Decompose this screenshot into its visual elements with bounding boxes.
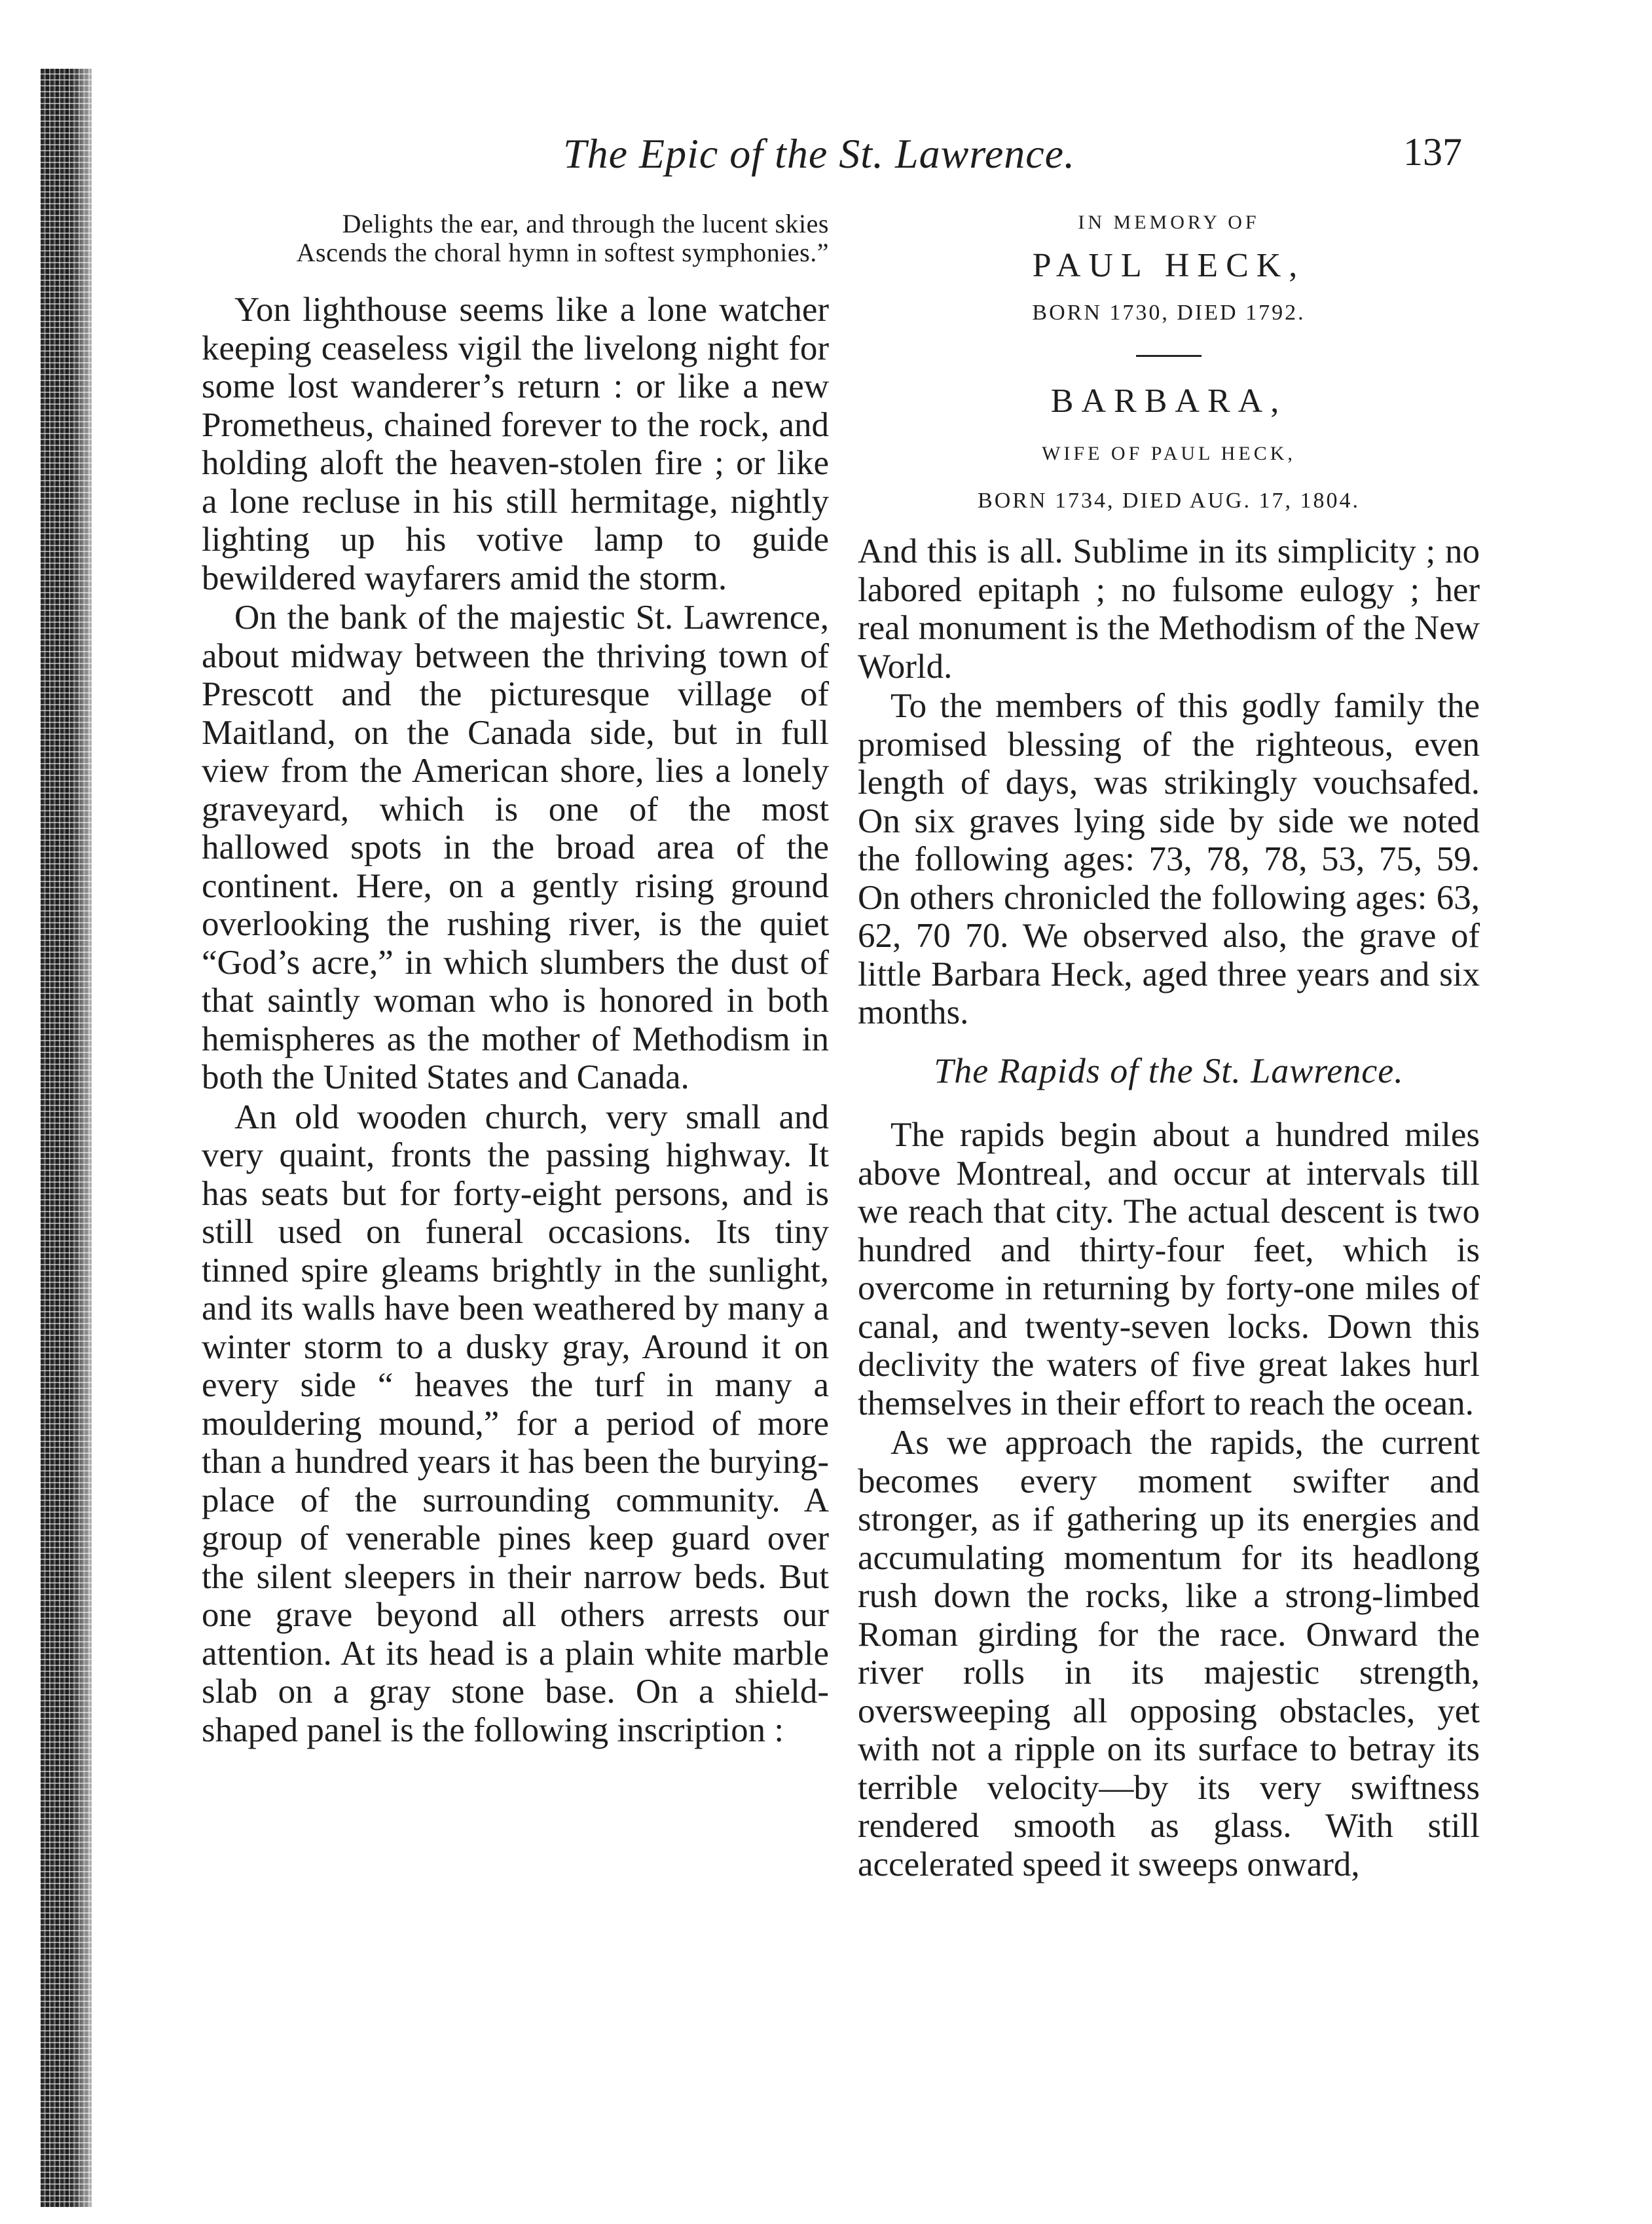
right-column <box>858 210 1480 1883</box>
page-number: 137 <box>1403 130 1462 174</box>
epitaph-wife-of: WIFE OF PAUL HECK, <box>1042 443 1296 464</box>
section-subheading: The Rapids of the St. Lawrence. <box>934 1050 1404 1090</box>
paragraph: To the members of this godly family the promised blessing of the righteous, even length of days, was strikingly vouchsafed. On six graves lying side by side we noted the following ages: 73, 78, 78, 53, 75, 59. On others chronicled the following ages: 63, 62, 70 70. We observed also, the grave of little Barbara Heck, aged three years and six months. <box>858 687 1480 1031</box>
left-column <box>202 210 829 1749</box>
verse-quote <box>202 210 829 267</box>
paragraph: An old wooden church, very small and very quaint, fronts the passing highway. It has seats but for forty-eight persons, and is still used on funeral occasions. Its tiny tinned spire gleams brightly in the sunlight, and its walls have been weathered by many a winter storm to a dusky gray, Around it on every side “ heaves the turf in many a mouldering mound,” for a period of more than a hundred years it has been the burying-place of the surrounding community. A group of venerable pines keep guard over the silent sleepers in their narrow beds. But one grave beyond all others arrests our attention. At its head is a plain white marble slab on a gray stone base. On a shield-shaped panel is the following inscription : <box>202 1098 829 1749</box>
epitaph-dates-paul: BORN 1730, DIED 1792. <box>1032 301 1306 325</box>
verse-line: Ascends the choral hymn in softest symphonies.” <box>296 238 829 267</box>
paragraph: As we approach the rapids, the current becomes every moment swifter and stronger, as if gathering up its energies and accumulating momentum for its headlong rush down the rocks, like a strong-limbed Roman girding for the race. Onward the river rolls in its majestic strength, oversweeping all opposing obstacles, yet with not a ripple on its surface to betray its terrible velocity—by its very swiftness rendered smooth as glass. With still accelerated speed it sweeps onward, <box>858 1424 1480 1883</box>
paragraph: Yon lighthouse seems like a lone watcher keeping ceaseless vigil the livelong night for some lost wanderer’s return : or like a new Prometheus, chained forever to the rock, and holding aloft the heaven-stolen fire ; or like a lone recluse in his still hermitage, nightly lighting up his votive lamp to guide bewildered wayfarers amid the storm. <box>202 291 829 597</box>
paragraph: On the bank of the majestic St. Lawrence, about midway between the thriving town of Prescott and the picturesque village of Maitland, on the Canada side, but in full view from the American shore, lies a lonely graveyard, which is one of the most hallowed spots in the broad area of the continent. Here, on a gently rising ground overlooking the rushing river, is the quiet “God’s acre,” in which slumbers the dust of that saintly woman who is honored in both hemispheres as the mother of Methodism in both the United States and Canada. <box>202 599 829 1096</box>
paragraph: The rapids begin about a hundred miles above Montreal, and occur at intervals till we reach that city. The actual descent is two hundred and thirty-four feet, which is overcome in returning by forty-one miles of canal, and twenty-seven locks. Down this declivity the waters of five great lakes hurl themselves in their effort to reach the ocean. <box>858 1116 1480 1422</box>
epitaph-in-memory: IN MEMORY OF <box>1078 212 1260 233</box>
running-head: The Epic of the St. Lawrence. <box>563 130 1076 177</box>
epitaph-name-barbara: BARBARA, <box>1050 382 1287 420</box>
verse-line: Delights the ear, and through the lucent skies <box>342 209 829 238</box>
epitaph-dates-barbara: BORN 1734, DIED AUG. 17, 1804. <box>978 489 1360 513</box>
epitaph-divider <box>1136 355 1202 357</box>
paragraph: And this is all. Sublime in its simplicity ; no labored epitaph ; no fulsome eulogy ; her real monument is the Methodism of the New World. <box>858 532 1480 686</box>
book-binding-edge <box>41 69 92 2207</box>
epitaph-inscription <box>858 210 1480 515</box>
epitaph-name-paul: PAUL HECK, <box>1032 247 1306 284</box>
